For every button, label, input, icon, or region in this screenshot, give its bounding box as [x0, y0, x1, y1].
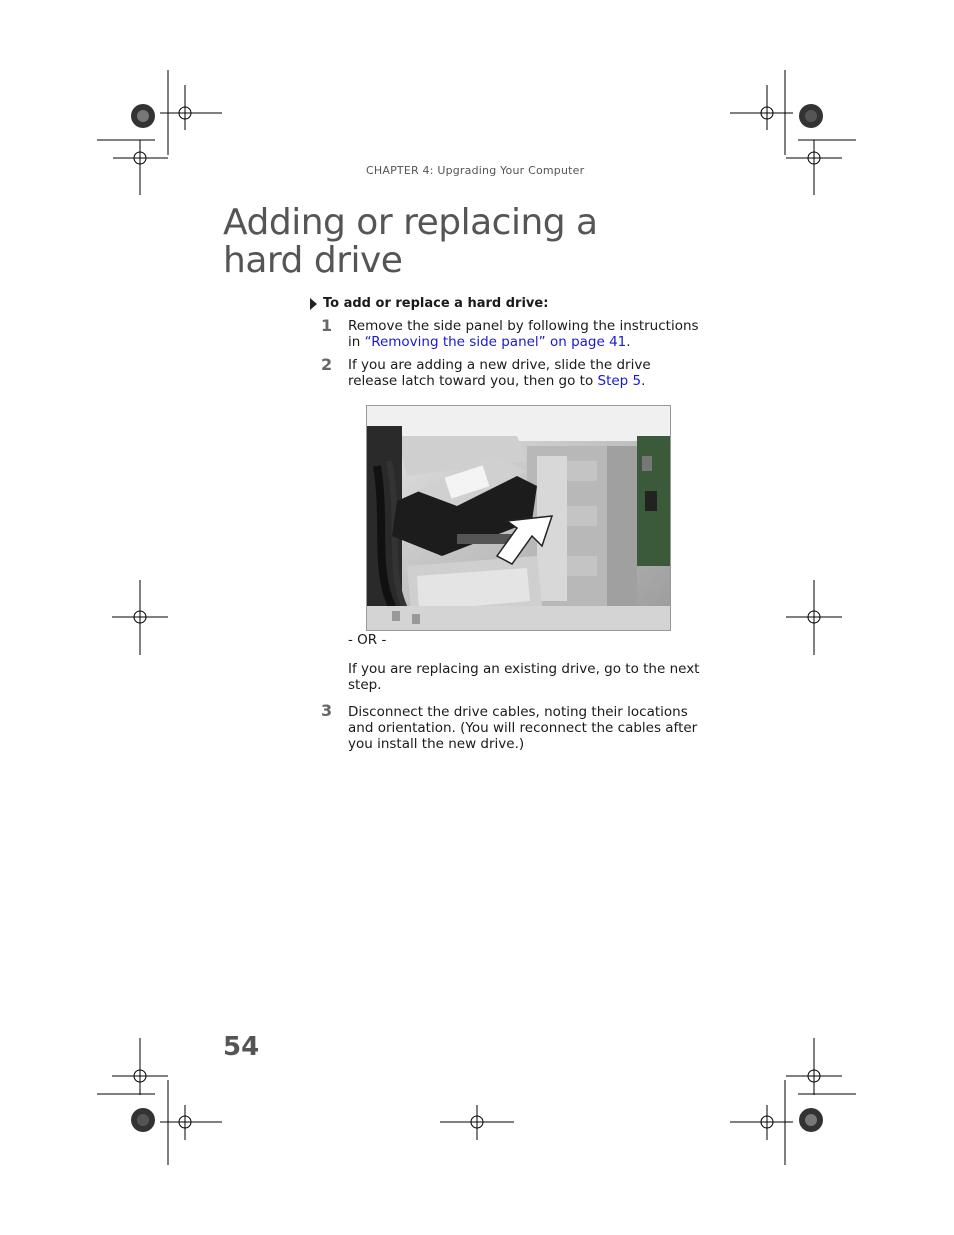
step-2-text	[348, 357, 703, 389]
step-2-text-after: .	[641, 373, 646, 389]
running-head: CHAPTER 4: Upgrading Your Computer	[366, 164, 585, 177]
step-1-text-before: Remove the side panel by following the instructions in	[348, 318, 699, 350]
step-number-1: 1	[321, 316, 333, 335]
page-number: 54	[223, 1032, 260, 1062]
step-number-3: 3	[321, 701, 333, 720]
triangle-bullet-icon	[310, 298, 317, 310]
title-line-2: hard drive	[223, 240, 403, 281]
step-1-text-after: .	[626, 334, 631, 350]
drive-bay-illustration	[367, 406, 670, 630]
step-2-link[interactable]: Step 5	[597, 373, 642, 389]
procedure-heading	[310, 296, 548, 311]
step-1-text	[348, 318, 703, 350]
step-2-text-before: If you are adding a new drive, slide the drive release latch toward you, then go to	[348, 357, 651, 389]
title-line-1: Adding or replacing a	[223, 202, 598, 243]
hard-drive-photo	[366, 405, 671, 631]
replace-note: If you are replacing an existing drive, go to the next step.	[348, 661, 700, 693]
step-3-text: Disconnect the drive cables, noting their locations and orientation. (You will reconnect the cables after you install the new drive.)	[348, 704, 698, 752]
or-separator: - OR -	[348, 632, 387, 648]
page-title	[223, 204, 643, 280]
step-number-2: 2	[321, 355, 333, 374]
step-1-link[interactable]: “Removing the side panel” on page 41	[364, 334, 627, 350]
procedure-heading-text: To add or replace a hard drive:	[323, 296, 549, 311]
